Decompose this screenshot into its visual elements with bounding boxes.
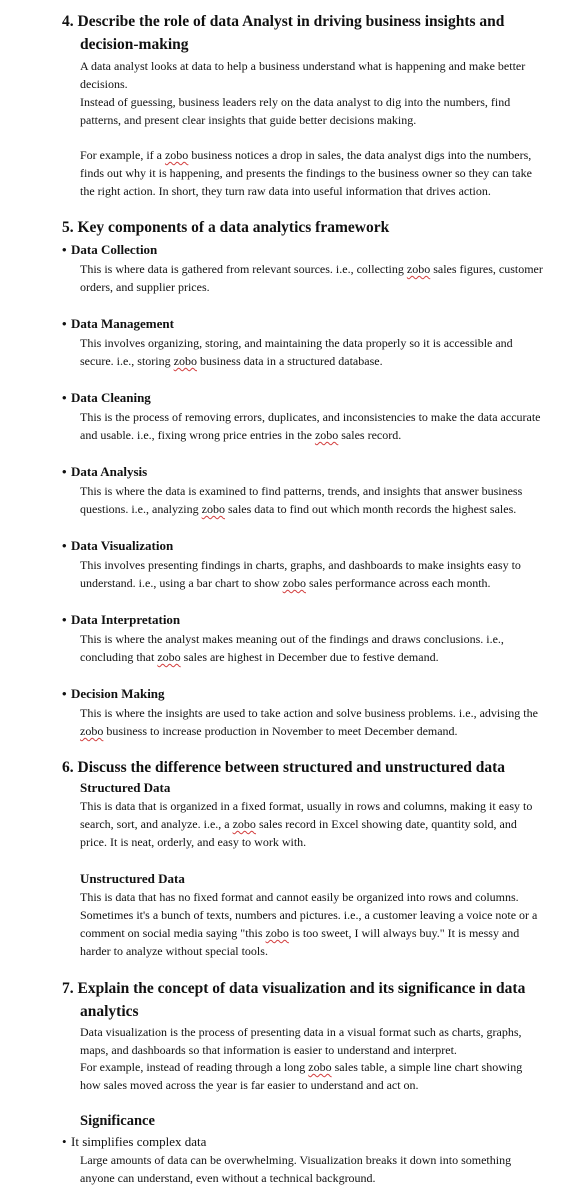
significance-item-line: anyone can understand, even without a technical background. [80, 1171, 376, 1185]
section-4-heading: 4. Describe the role of data Analyst in driving business insights and [62, 13, 505, 30]
bullet-icon: • [62, 538, 67, 553]
structured-data-title: Structured Data [80, 780, 171, 795]
component-desc-line: This is where data is gathered from relevant sources. i.e., collecting zobo sales figures, customer [80, 262, 543, 276]
spellcheck-flagged-word[interactable]: zobo [282, 576, 306, 590]
significance-item-title [62, 1133, 206, 1151]
spellcheck-flagged-word[interactable]: zobo [232, 817, 256, 831]
component-desc-line: secure. i.e., storing zobo business data in a structured database. [80, 354, 383, 368]
section-5-heading: 5. Key components of a data analytics framework [62, 219, 390, 236]
section-7-para-2-line: how sales moved across the year is far easier to understand and act on. [80, 1078, 419, 1092]
section-6-heading: 6. Discuss the difference between structured and unstructured data [62, 759, 506, 776]
structured-data-line: price. It is neat, orderly, and easy to work with. [80, 835, 307, 849]
component-desc-line: orders, and supplier prices. [80, 280, 210, 294]
section-7-heading-cont: analytics [80, 1003, 139, 1020]
section-4-para-1-line: A data analyst looks at data to help a business understand what is happening and make better [80, 59, 526, 73]
unstructured-data-title: Unstructured Data [80, 871, 185, 886]
spellcheck-flagged-word[interactable]: zobo [308, 1060, 332, 1074]
bullet-icon: • [62, 686, 67, 701]
component-title [62, 389, 151, 407]
component-desc-line: This is where the data is examined to find patterns, trends, and insights that answer business [80, 484, 523, 498]
section-4-para-1-line: decisions. [80, 77, 128, 91]
spellcheck-flagged-word[interactable]: zobo [164, 148, 189, 162]
spellcheck-flagged-word[interactable]: zobo [406, 262, 431, 276]
spellcheck-flagged-word[interactable]: zobo [201, 502, 225, 516]
structured-data-line: This is data that is organized in a fixed format, usually in rows and columns, making it easy to [80, 799, 533, 813]
significance-item-line: Large amounts of data can be overwhelming. Visualization breaks it down into something [80, 1153, 512, 1167]
component-desc-line: concluding that zobo sales are highest in December due to festive demand. [80, 650, 439, 664]
component-title [62, 611, 180, 629]
component-desc-line: This is where the analyst makes meaning out of the findings and draws conclusions. i.e., [80, 632, 504, 646]
significance-title: Significance [80, 1113, 155, 1129]
bullet-icon: • [62, 464, 67, 479]
bullet-icon: • [62, 316, 67, 331]
structured-data-line: search, sort, and analyze. i.e., a zobo sales record in Excel showing date, quantity sold, and [80, 817, 517, 831]
component-desc-line: This involves organizing, storing, and maintaining the data properly so it is accessible and [80, 336, 513, 350]
section-4-heading-cont: decision-making [80, 36, 189, 53]
bullet-icon: • [62, 1134, 67, 1149]
section-4-para-2-line: patterns, and present clear insights that guide better decisions making. [80, 113, 417, 127]
spellcheck-flagged-word[interactable]: zobo [157, 650, 181, 664]
spellcheck-flagged-word[interactable]: zobo [314, 428, 339, 442]
section-7-para-1-line: maps, and dashboards so that information is easier to understand and interpret. [80, 1043, 457, 1057]
component-desc-line: understand. i.e., using a bar chart to show zobo sales performance across each month. [80, 576, 491, 590]
component-title-text: Data Management [71, 316, 174, 331]
component-title [62, 315, 174, 333]
unstructured-data-line: comment on social media saying "this zobo is too sweet, I will always buy." It is messy and [80, 926, 520, 940]
spellcheck-flagged-word[interactable]: zobo [173, 354, 197, 368]
component-title-text: Data Visualization [71, 538, 174, 553]
section-4-para-3-line: finds out why it is happening, and presents the findings to the business owner so they can take [80, 166, 532, 180]
component-title [62, 537, 173, 555]
section-7-heading: 7. Explain the concept of data visualization and its significance in data [62, 980, 526, 997]
component-title-text: Data Cleaning [71, 390, 151, 405]
section-4-para-3-line: For example, if a zobo business notices a drop in sales, the data analyst digs into the numbers, [80, 148, 532, 162]
section-7-para-2-line: For example, instead of reading through a long zobo sales table, a simple line chart showing [80, 1060, 523, 1074]
component-title [62, 685, 165, 703]
component-title [62, 241, 157, 259]
component-desc-line: This involves presenting findings in charts, graphs, and dashboards to make insights easy to [80, 558, 521, 572]
component-title-text: Decision Making [71, 686, 165, 701]
component-title-text: Data Analysis [71, 464, 148, 479]
section-7-para-1-line: Data visualization is the process of presenting data in a visual format such as charts, graphs, [80, 1025, 522, 1039]
component-desc-line: zobo business to increase production in November to meet December demand. [80, 724, 458, 738]
component-desc-line: and usable. i.e., fixing wrong price entries in the zobo sales record. [80, 428, 402, 442]
significance-item-title-text: It simplifies complex data [71, 1134, 207, 1149]
unstructured-data-line: This is data that has no fixed format and cannot easily be organized into rows and columns. [80, 890, 519, 904]
component-title [62, 463, 147, 481]
bullet-icon: • [62, 612, 67, 627]
component-title-text: Data Collection [71, 242, 158, 257]
component-desc-line: This is the process of removing errors, duplicates, and inconsistencies to make the data accurate [80, 410, 541, 424]
spellcheck-flagged-word[interactable]: zobo [80, 724, 104, 738]
unstructured-data-line: harder to analyze without special tools. [80, 944, 268, 958]
unstructured-data-line: Sometimes it's a bunch of texts, numbers and pictures. i.e., a customer leaving a voice note or a [80, 908, 538, 922]
bullet-icon: • [62, 242, 67, 257]
component-desc-line: This is where the insights are used to take action and solve business problems. i.e., advising the [80, 706, 538, 720]
bullet-icon: • [62, 390, 67, 405]
component-title-text: Data Interpretation [71, 612, 181, 627]
section-4-para-2-line: Instead of guessing, business leaders rely on the data analyst to dig into the numbers, find [80, 95, 511, 109]
spellcheck-flagged-word[interactable]: zobo [265, 926, 289, 940]
section-4-para-3-line: the right action. In short, they turn raw data into useful information that drives action. [80, 184, 491, 198]
component-desc-line: questions. i.e., analyzing zobo sales data to find out which month records the highest sales. [80, 502, 517, 516]
